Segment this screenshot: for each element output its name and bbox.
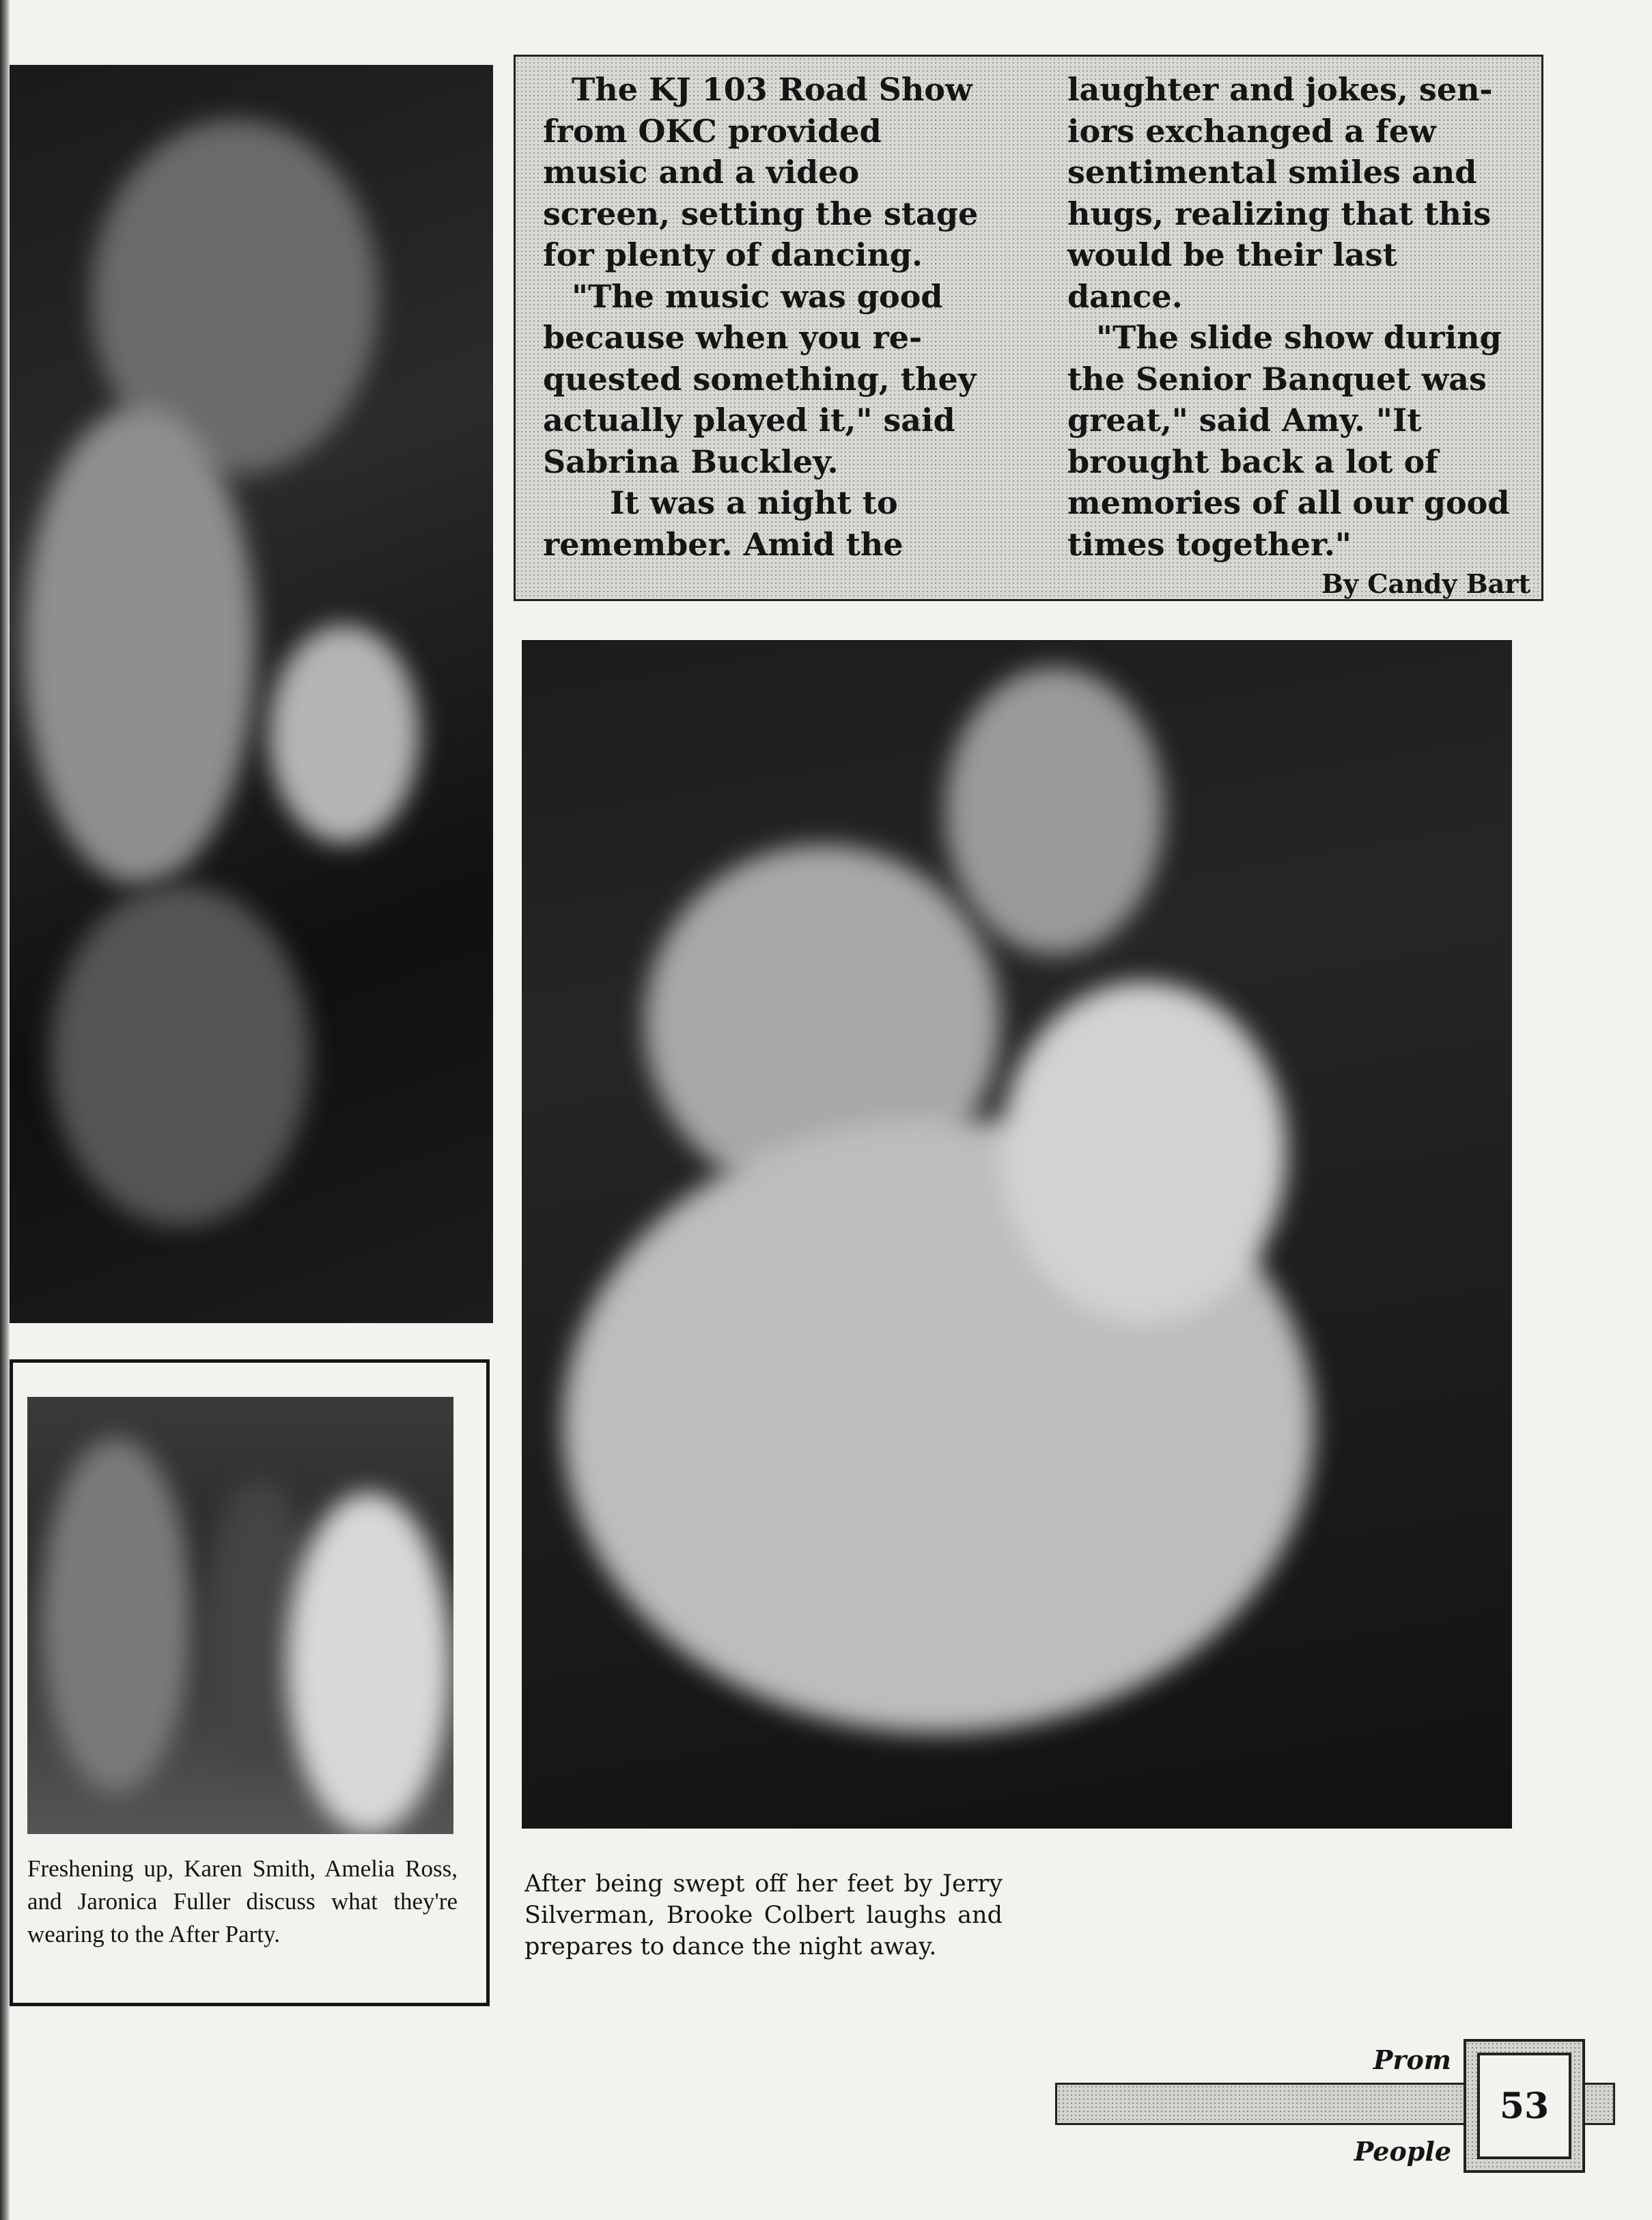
story-right-column xyxy=(1067,69,1530,599)
photo-highlight xyxy=(287,1493,451,1834)
page-binding-shadow xyxy=(0,0,10,2220)
photo-dancing-couple xyxy=(10,65,493,1323)
photo-three-friends xyxy=(27,1397,453,1834)
story-paragraph: The KJ 103 Road Show from OKC provided music and a video screen, setting the stage for plenty of dancing. xyxy=(543,71,979,273)
page-number-box xyxy=(1464,2039,1585,2173)
photo-highlight xyxy=(269,625,419,844)
story-paragraph: It was a night to remember. Amid the xyxy=(543,484,904,563)
photo-couple-lift xyxy=(522,640,1512,1829)
section-tab xyxy=(1055,2039,1615,2176)
section-label-top: Prom xyxy=(1373,2044,1451,2075)
story-byline: By Candy Bart xyxy=(1321,568,1530,599)
photo-highlight xyxy=(1000,982,1287,1323)
story-box xyxy=(514,55,1543,601)
page-number: 53 xyxy=(1477,2053,1571,2159)
caption-friends: Freshening up, Karen Smith, Amelia Ross, and Jaronica Fuller discuss what they're wearing to the After Party. xyxy=(27,1855,458,1947)
caption-dance: After being swept off her feet by Jerry Silverman, Brooke Colbert laughs and prepares to dance the night away. xyxy=(524,1870,1003,1960)
photo-highlight xyxy=(23,406,255,885)
photo-highlight xyxy=(51,885,310,1226)
photo-highlight xyxy=(945,667,1164,954)
story-paragraph: "The music was good because when you re- quested something, they actually played it," said Sabrina Buckley. xyxy=(543,277,977,480)
story-left-column xyxy=(543,69,994,599)
story-paragraph: "The slide show during the Senior Banquet was great," said Amy. "It brought back a lot of memories of all our good times together." xyxy=(1067,319,1510,563)
story-paragraph: laughter and jokes, sen- iors exchanged a few sentimental smiles and hugs, realizing that this would be their last dance. xyxy=(1067,71,1493,315)
photo-highlight xyxy=(41,1438,191,1793)
section-label-bottom: People xyxy=(1354,2136,1451,2167)
